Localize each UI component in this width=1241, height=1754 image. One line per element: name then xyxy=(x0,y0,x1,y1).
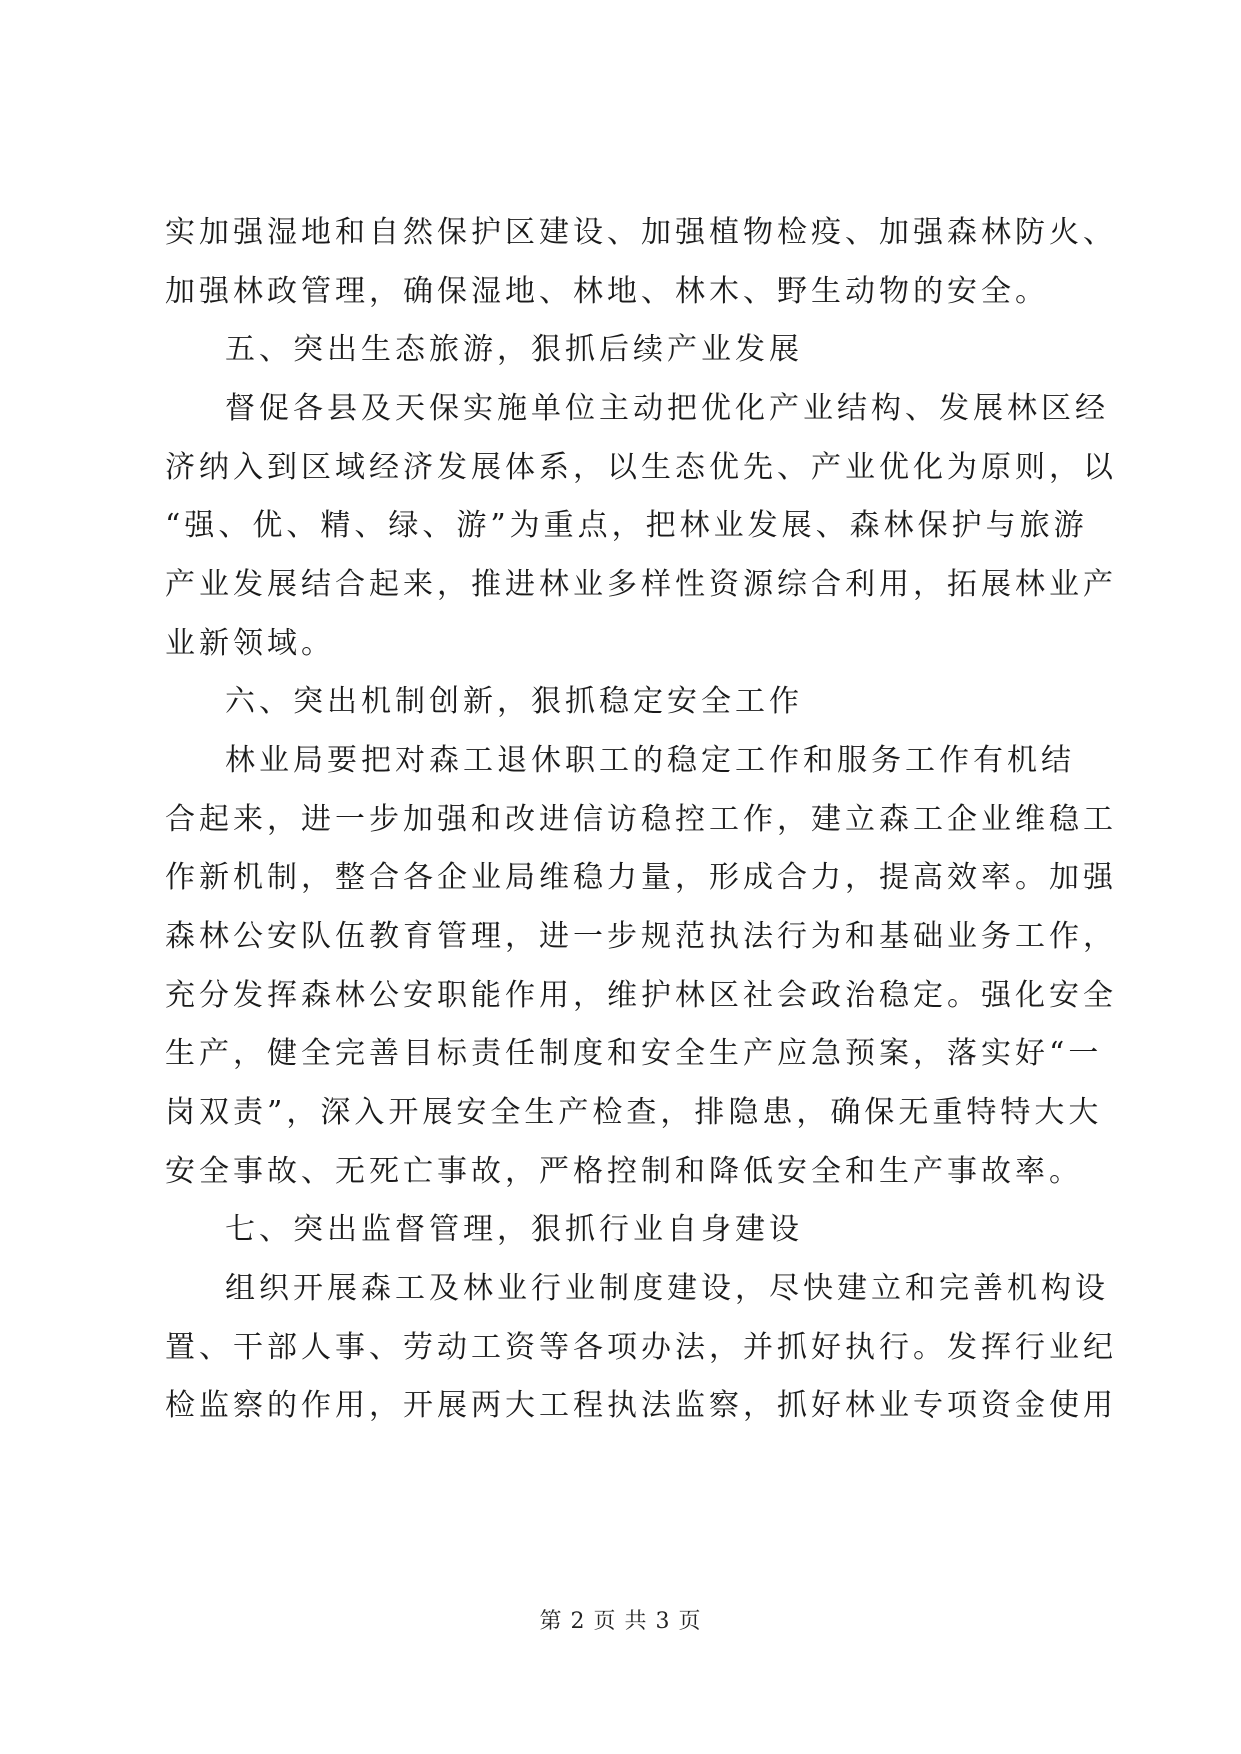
text-line: “强、优、精、绿、游”为重点，把林业发展、森林保护与旅游 xyxy=(165,508,1088,543)
text-line: 督促各县及天保实施单位主动把优化产业结构、发展林区经 xyxy=(225,391,1109,426)
text-line: 产业发展结合起来，推进林业多样性资源综合利用，拓展林业产 xyxy=(165,567,1117,602)
text-line: 作新机制，整合各企业局维稳力量，形成合力，提高效率。加强 xyxy=(165,860,1117,895)
page-footer xyxy=(0,1604,1241,1635)
text-line: 业新领域。 xyxy=(165,626,335,661)
text-line: 生产，健全完善目标责任制度和安全生产应急预案，落实好“一 xyxy=(165,1036,1103,1071)
section-heading-5: 五、突出生态旅游，狠抓后续产业发展 xyxy=(225,332,803,367)
text-line: 合起来，进一步加强和改进信访稳控工作，建立森工企业维稳工 xyxy=(165,802,1117,837)
page-number-label: 第 2 页 共 3 页 xyxy=(539,1609,702,1634)
text-line: 置、干部人事、劳动工资等各项办法，并抓好执行。发挥行业纪 xyxy=(165,1330,1117,1365)
text-line: 济纳入到区域经济发展体系，以生态优先、产业优化为原则，以 xyxy=(165,450,1117,485)
text-line: 充分发挥森林公安职能作用，维护林区社会政治稳定。强化安全 xyxy=(165,978,1117,1013)
text-line: 森林公安队伍教育管理，进一步规范执法行为和基础业务工作， xyxy=(165,919,1117,954)
section-heading-7: 七、突出监督管理，狠抓行业自身建设 xyxy=(225,1212,803,1247)
text-line: 加强林政管理，确保湿地、林地、林木、野生动物的安全。 xyxy=(165,274,1049,309)
text-line: 林业局要把对森工退休职工的稳定工作和服务工作有机结 xyxy=(225,743,1075,778)
section-heading-6: 六、突出机制创新，狠抓稳定安全工作 xyxy=(225,684,803,719)
text-line: 组织开展森工及林业行业制度建设，尽快建立和完善机构设 xyxy=(225,1271,1109,1306)
text-line: 检监察的作用，开展两大工程执法监察，抓好林业专项资金使用 xyxy=(165,1388,1117,1423)
text-line: 岗双责”，深入开展安全生产检查，排隐患，确保无重特特大大 xyxy=(165,1095,1103,1130)
text-line: 实加强湿地和自然保护区建设、加强植物检疫、加强森林防火、 xyxy=(165,215,1117,250)
text-line: 安全事故、无死亡事故，严格控制和降低安全和生产事故率。 xyxy=(165,1154,1083,1189)
